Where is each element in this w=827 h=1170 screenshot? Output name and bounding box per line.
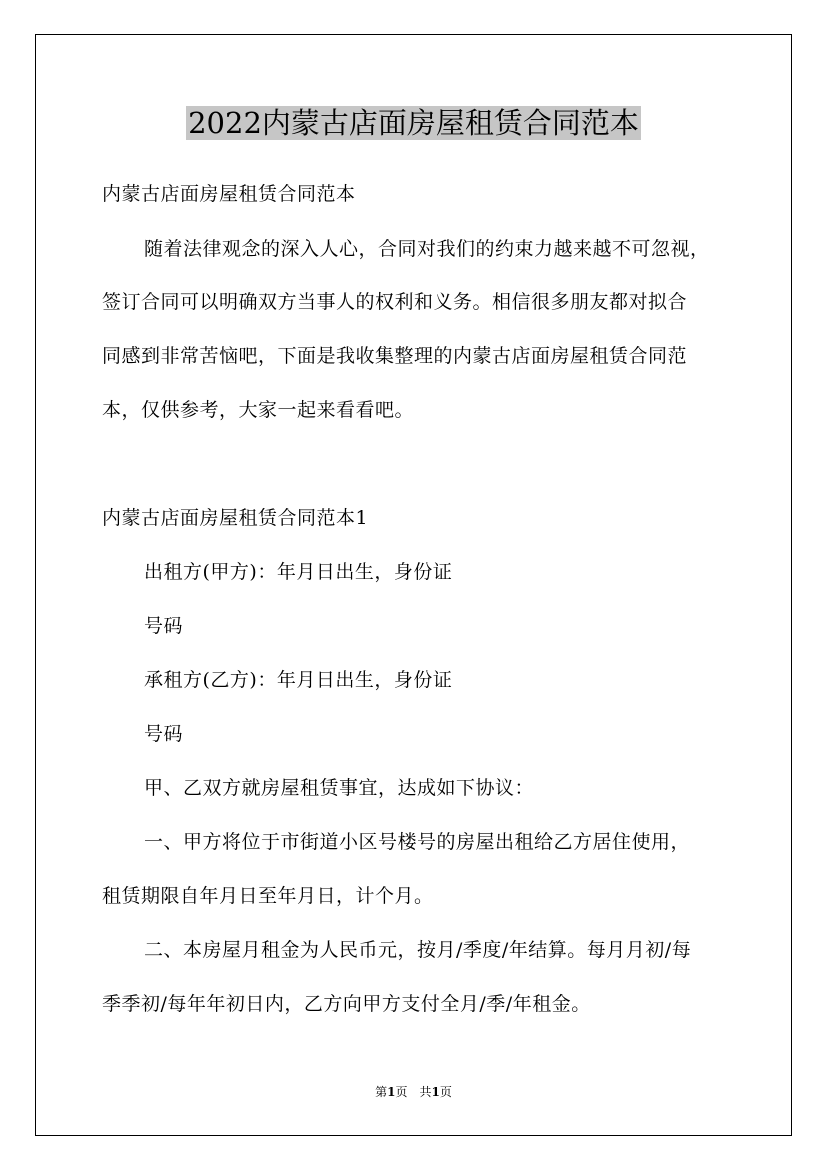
body-line-4: 号码: [144, 723, 184, 745]
page-prefix: 第: [375, 1085, 388, 1099]
section-title: 内蒙古店面房屋租赁合同范本1: [102, 507, 369, 529]
document-title: [0, 104, 827, 142]
page-footer: [0, 1084, 827, 1100]
body-line-1: 出租方(甲方)：年月日出生，身份证: [144, 561, 453, 583]
intro-line-4: 本，仅供参考，大家一起来看看吧。: [102, 399, 415, 421]
body-line-5: 甲、乙双方就房屋租赁事宜，达成如下协议：: [144, 777, 535, 799]
body-line-3: 承租方(乙方)：年月日出生，身份证: [144, 669, 453, 691]
page-mid: 页 共: [395, 1085, 432, 1099]
body-line-8: 二、本房屋月租金为人民币元，按月/季度/年结算。每月月初/每: [144, 939, 692, 961]
body-line-7: 租赁期限自年月日至年月日，计个月。: [102, 885, 434, 907]
body-line-6: 一、甲方将位于市街道小区号楼号的房屋出租给乙方居住使用，: [144, 831, 691, 853]
body-line-9: 季季初/每年年初日内，乙方向甲方支付全月/季/年租金。: [102, 993, 591, 1015]
document-title-text: 2022内蒙古店面房屋租赁合同范本: [188, 106, 639, 140]
subtitle: 内蒙古店面房屋租赁合同范本: [102, 183, 356, 205]
page-number: 1: [387, 1085, 396, 1099]
intro-line-3: 同感到非常苦恼吧，下面是我收集整理的内蒙古店面房屋租赁合同范: [102, 345, 688, 367]
page-total: 1: [431, 1085, 440, 1099]
intro-line-1: 随着法律观念的深入人心，合同对我们的约束力越来越不可忽视，: [144, 238, 710, 260]
page-suffix: 页: [439, 1085, 452, 1099]
body-line-2: 号码: [144, 615, 184, 637]
intro-line-2: 签订合同可以明确双方当事人的权利和义务。相信很多朋友都对拟合: [102, 291, 688, 313]
